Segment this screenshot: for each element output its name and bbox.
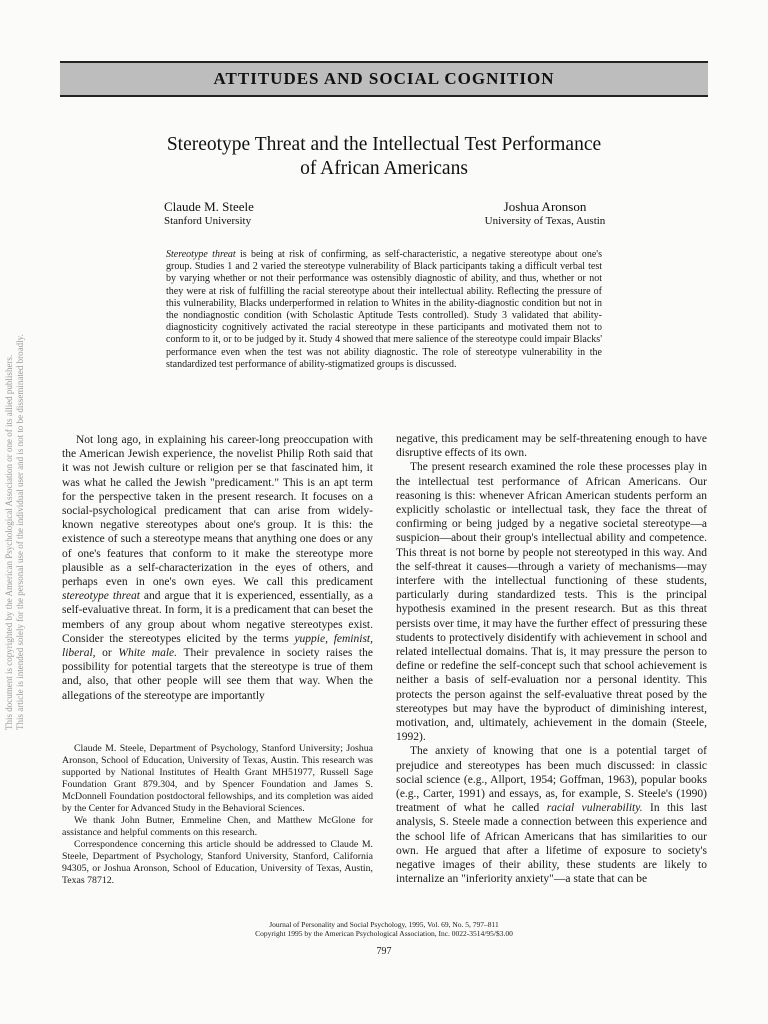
author-affiliation: University of Texas, Austin — [484, 215, 606, 227]
page-number: 797 — [376, 946, 392, 957]
italic-term: White male. — [118, 647, 178, 660]
copyright-side-note — [0, 300, 30, 730]
text-run: In this last analysis, S. Steele made a connection between this experience and the school life of African Americans that has similarities to our own. He argued that after a lifetime of exposure to society's negative images of their ability, these students are likely to internalize an "inferiority anxiety"—a state that can be — [396, 802, 707, 886]
abstract-text: is being at risk of confirming, as self-characteristic, a negative stereotype about one's group. Studies 1 and 2 varied the stereotype vulnerability of Black participants taking a difficult verbal test by varying whether or not their performance was ostensibly diagnostic of ability, and thus, whether or not they were at risk of fulfilling the racial stereotype about their intellectual ability. Reflecting the pressure of this vulnerability, Blacks underperformed in relation to Whites in the ability-diagnostic condition but not in the nondiagnostic condition (with Scholastic Aptitude Tests controlled). Study 3 validated that ability-diagnosticity cognitively activated the racial stereotype in these participants and motivated them not to conform to it, or to be judged by it. Study 4 showed that mere salience of the stereotype could impair Blacks' performance even when the test was not ability diagnostic. The role of stereotype vulnerability in the standardized test performance of ability-stigmatized groups is discussed. — [166, 249, 602, 370]
abstract — [166, 249, 602, 371]
author-block-2 — [470, 199, 620, 229]
author-affiliation: Stanford University — [164, 215, 252, 227]
body-column-right — [396, 432, 707, 887]
italic-term: yuppie, feminist, liberal, — [62, 632, 373, 660]
author-block-1 — [164, 199, 254, 229]
title-line-1: Stereotype Threat and the Intellectual Test Performance — [166, 134, 602, 155]
footnote-affiliations: Claude M. Steele, Department of Psychology, Stanford University; Joshua Aronson, School of Education, University of Texas, Austin. This research was supported by National Institutes of Health Grant MH51977, Russell Sage Foundation Grant 879.304, and by Spencer Foundation and James S. McDonnell Foundation postdoctoral fellowships, and its completion was aided by the Center for Advanced Study in the Behavioral Sciences. — [62, 743, 373, 814]
text-run: and argue that it is experienced, essentially, as a self-evaluative threat. In form, it is a predicament that can beset the members of any group about whom negative stereotypes exist. Consider the stereotypes elicited by the terms — [62, 590, 373, 645]
body-paragraph — [396, 744, 707, 886]
abstract-lead-term: Stereotype threat — [166, 249, 236, 260]
article-title — [90, 133, 678, 181]
journal-citation — [184, 920, 584, 938]
body-column-left — [62, 433, 373, 703]
journal-line: Journal of Personality and Social Psychology, 1995, Vol. 69, No. 5, 797–811 — [269, 920, 499, 929]
text-run: Not long ago, in explaining his career-long preoccupation with the American Jewish experience, the novelist Philip Roth said that it was not Jewish culture or religion per se that fascinated him, it was what he called the Jewish "predicament." This is an apt term for the perspective taken in the present research. It focuses on a social-psychological predicament that can arise from widely-known negative stereotypes about one's group. It is this: the existence of such a stereotype means that anything one does or any of one's features that conform to it make the stereotype more plausible as a self-characterization in the eyes of others, and perhaps even in one's own eyes. We call this predicament — [62, 434, 373, 589]
text-run: The anxiety of knowing that one is a potential target of prejudice and stereotypes has been much discussed: in classic social science (e.g., Allport, 1954; Goffman, 1963), popular books (e.g., Carter, 1991) and essays, as, for example, S. Steele's (1990) treatment of what he called — [396, 745, 707, 815]
text-run: or — [95, 647, 119, 660]
section-banner: ATTITUDES AND SOCIAL COGNITION — [60, 61, 708, 97]
author-footnotes — [62, 743, 373, 887]
author-name: Claude M. Steele — [164, 199, 254, 214]
footnote-correspondence: Correspondence concerning this article should be addressed to Claude M. Steele, Department of Psychology, Stanford University, Stanford, California 94305, or Joshua Aronson, School of Education, University of Texas, Austin, Texas 78712. — [62, 839, 373, 886]
body-paragraph: negative, this predicament may be self-threatening enough to have disruptive effects of its own. — [396, 433, 707, 460]
copyright-line: Copyright 1995 by the American Psychological Association, Inc. 0022-3514/95/$3.00 — [255, 929, 513, 938]
title-line-2: of African Americans — [300, 158, 468, 179]
body-paragraph: The present research examined the role these processes play in the intellectual test performance of African Americans. Our reasoning is this: whenever African American students perform an explicitly scholastic or intellectual task, they face the threat of confirming or being judged by a negative societal stereotype—a suspicion—about their group's intellectual ability and competence. This threat is not borne by people not stereotyped in this way. And the self-threat it causes—through a variety of mechanisms—may interfere with the intellectual functioning of these students, particularly during standardized tests. This is the principal hypothesis examined in the present research. But as this threat persists over time, it may have the further effect of pressuring these students to protectively disidentify with achievement in school and related intellectual domains. That is, it may pressure the person to define or redefine the self-concept such that school achievement is neither a basis of self-evaluation nor a personal identity. This protects the person against the self-evaluative threat posed by the stereotypes but may have the byproduct of diminishing interest, motivation, and, ultimately, achievement in the domain (Steele, 1992). — [396, 461, 707, 744]
side-note-line-1: This document is copyrighted by the American Psychological Association or one of its allied publishers. — [4, 354, 14, 730]
side-note-line-2: This article is intended solely for the personal use of the individual user and is not to be disseminated broadly. — [15, 334, 25, 730]
footnote-acknowledgments: We thank John Butner, Emmeline Chen, and Matthew McGlone for assistance and helpful comments on this research. — [62, 815, 373, 838]
body-paragraph — [62, 433, 373, 703]
text-run: Their prevalence in society raises the possibility for potential targets that the stereotype is true of them and, also, that other people will see them that way. When the allegations of the stereotype are importantly — [62, 647, 373, 702]
italic-term: stereotype threat — [62, 590, 140, 603]
author-name: Joshua Aronson — [503, 199, 587, 214]
italic-term: racial vulnerability. — [546, 802, 643, 815]
